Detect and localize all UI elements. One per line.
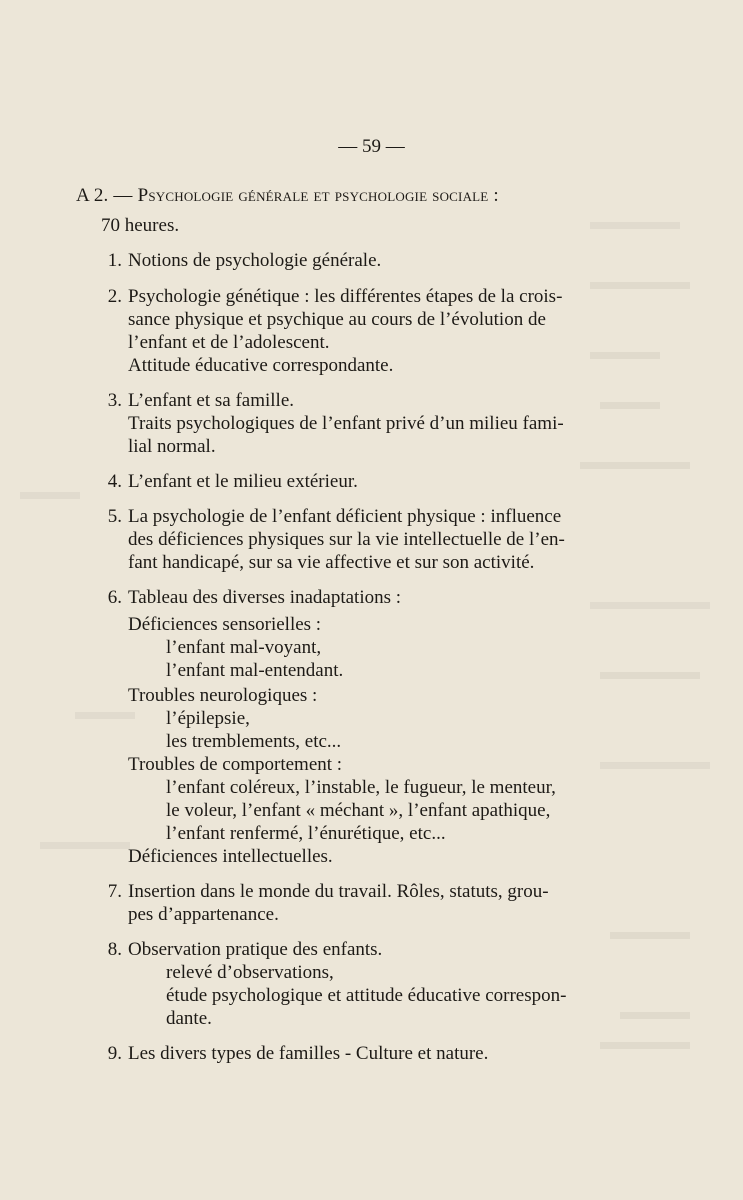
item-text-line: pes d’appartenance. [128,904,279,925]
item-number: 5. [107,506,122,527]
item-text-line: lial normal. [128,436,216,457]
item-text-line: l’enfant renfermé, l’énurétique, etc... [166,823,446,844]
item-number: 2. [107,286,122,307]
item-text-line: Observation pratique des enfants. [128,939,383,960]
item-text-line: Insertion dans le monde du travail. Rôles, statuts, grou- [128,881,549,902]
item-text-line: Déficiences sensorielles : [128,614,322,635]
item-text-line: Attitude éducative correspondante. [128,355,394,376]
item-text-line: l’enfant mal-voyant, [166,637,322,658]
item-text-line: Troubles de comportement : [128,754,343,775]
item-text-line: les tremblements, etc... [166,731,342,752]
item-number: 1. [107,250,122,271]
item-number: 8. [107,939,122,960]
item-text-line: des déficiences physiques sur la vie intellectuelle de l’en- [128,529,565,550]
item-text-line: l’enfant et de l’adolescent. [128,332,330,353]
item-text-line: Les divers types de familles - Culture et nature. [128,1043,489,1064]
item-text-line: L’enfant et sa famille. [128,390,295,411]
item-text-line: l’enfant mal-entendant. [166,660,344,681]
item-text-line: L’enfant et le milieu extérieur. [128,471,358,492]
section-title: Psychologie générale et psychologie sociale : [137,185,499,206]
page-number: — 59 — [338,136,405,157]
item-number: 4. [107,471,122,492]
item-text-line: sance physique et psychique au cours de l’évolution de [128,309,546,330]
item-text-line: relevé d’observations, [166,962,334,983]
section-hours: 70 heures. [101,215,180,236]
item-number: 3. [107,390,122,411]
item-text-line: Traits psychologiques de l’enfant privé d’un milieu fami- [128,413,564,434]
item-text-line: le voleur, l’enfant « méchant », l’enfant apathique, [166,800,551,821]
item-text-line: Notions de psychologie générale. [128,250,382,271]
item-text-line: Déficiences intellectuelles. [128,846,333,867]
item-text-line: Tableau des diverses inadaptations : [128,587,402,608]
item-number: 6. [107,587,122,608]
item-number: 9. [107,1043,122,1064]
item-text-line: l’enfant coléreux, l’instable, le fugueur, le menteur, [166,777,556,798]
item-text-line: La psychologie de l’enfant déficient physique : influence [128,506,562,527]
item-text-line: l’épilepsie, [166,708,250,729]
section-code: A 2. — [76,185,133,206]
item-text-line: Troubles neurologiques : [128,685,318,706]
item-text-line: étude psychologique et attitude éducative correspon- [166,985,567,1006]
item-text-line: Psychologie génétique : les différentes étapes de la crois- [128,286,563,307]
section-heading [76,185,499,207]
item-number: 7. [107,881,122,902]
item-text-line: fant handicapé, sur sa vie affective et sur son activité. [128,552,535,573]
item-text-line: dante. [166,1008,212,1029]
